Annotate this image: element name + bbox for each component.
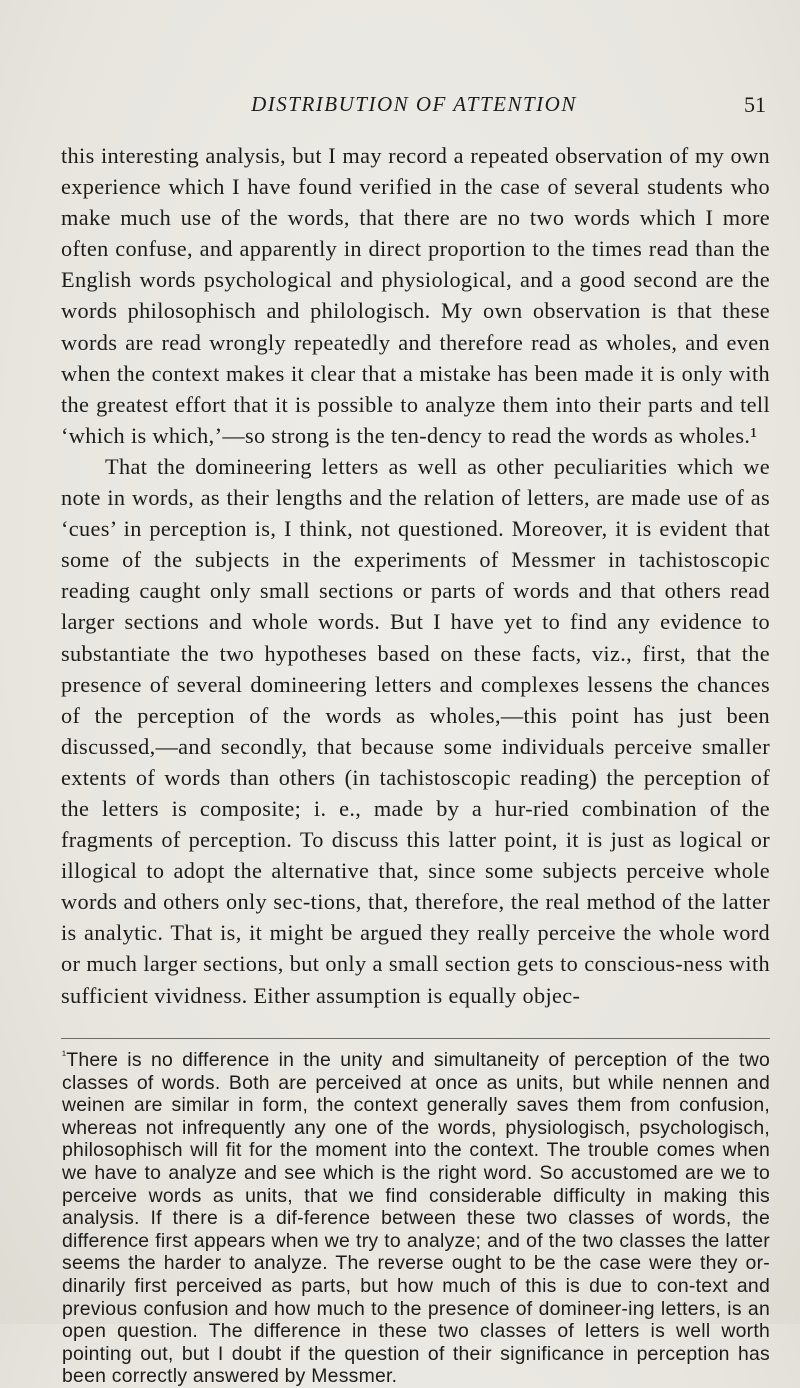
running-head xyxy=(62,92,766,122)
running-title: DISTRIBUTION OF ATTENTION xyxy=(251,92,577,116)
footnote-marker: ¹ xyxy=(62,1048,67,1062)
body-text xyxy=(61,140,770,1011)
paragraph-1: this interesting analysis, but I may record a repeated observation of my own experience which I have found verified in the case of several students who make much use of the words, that there are no two words which I more often confuse, and apparently in direct proportion to the times read than the English words psychological and physiological, and a good second are the words philosophisch and philologisch. My own observation is that these words are read wrongly repeatedly and therefore read as wholes, and even when the context makes it clear that a mistake has been made it is only with the greatest effort that it is possible to analyze them into their parts and tell ‘which is which,’—so strong is the ten-dency to read the words as wholes.¹ xyxy=(61,143,770,448)
footnote-divider xyxy=(61,1038,770,1039)
footnote xyxy=(62,1049,770,1388)
paragraph-2: That the domineering letters as well as other peculiarities which we note in words, as their lengths and the relation of letters, are made use of as ‘cues’ in perception is, I think, not questioned. Moreover, it is evident that some of the subjects in the experiments of Messmer in tachistoscopic reading caught only small sections or parts of words and that others read larger sections and whole words. But I have yet to find any evidence to substantiate the two hypotheses based on these facts, viz., first, that the presence of several domineering letters and complexes lessens the chances of the perception of the words as wholes,—this point has just been discussed,—and secondly, that because some individuals perceive smaller extents of words than others (in tachistoscopic reading) the perception of the letters is composite; i. e., made by a hur-ried combination of the fragments of perception. To discuss this latter point, it is just as logical or illogical to adopt the alternative that, since some subjects perceive whole words and others only sec-tions, that, therefore, the real method of the latter is analytic. That is, it might be argued they really perceive the whole word or much larger sections, but only a small section gets to conscious-ness with sufficient vividness. Either assumption is equally objec- xyxy=(61,453,770,1008)
page-number: 51 xyxy=(744,92,766,117)
footnote-text: There is no difference in the unity and simultaneity of perception of the two classes of words. Both are perceived at once as units, but while nennen and weinen are similar in form, the context generally saves them from confusion, whereas not infrequently any one of the words, physiologisch, psychologisch, philosophisch will fit for the moment into the context. The trouble comes when we have to analyze and see which is the right word. So accustomed are we to perceive words as units, that we find considerable difficulty in making this analysis. If there is a dif-ference between these two classes of words, the difference first appears when we try to analyze; and of the two classes the latter seems the harder to analyze. The reverse ought to be the case were they or-dinarily first perceived as parts, but how much of this is due to con-text and previous confusion and how much to the presence of domineer-ing letters, is an open question. The difference in these two classes of letters is well worth pointing out, but I doubt if the question of their significance in perception has been correctly answered by Messmer. xyxy=(62,1049,770,1388)
